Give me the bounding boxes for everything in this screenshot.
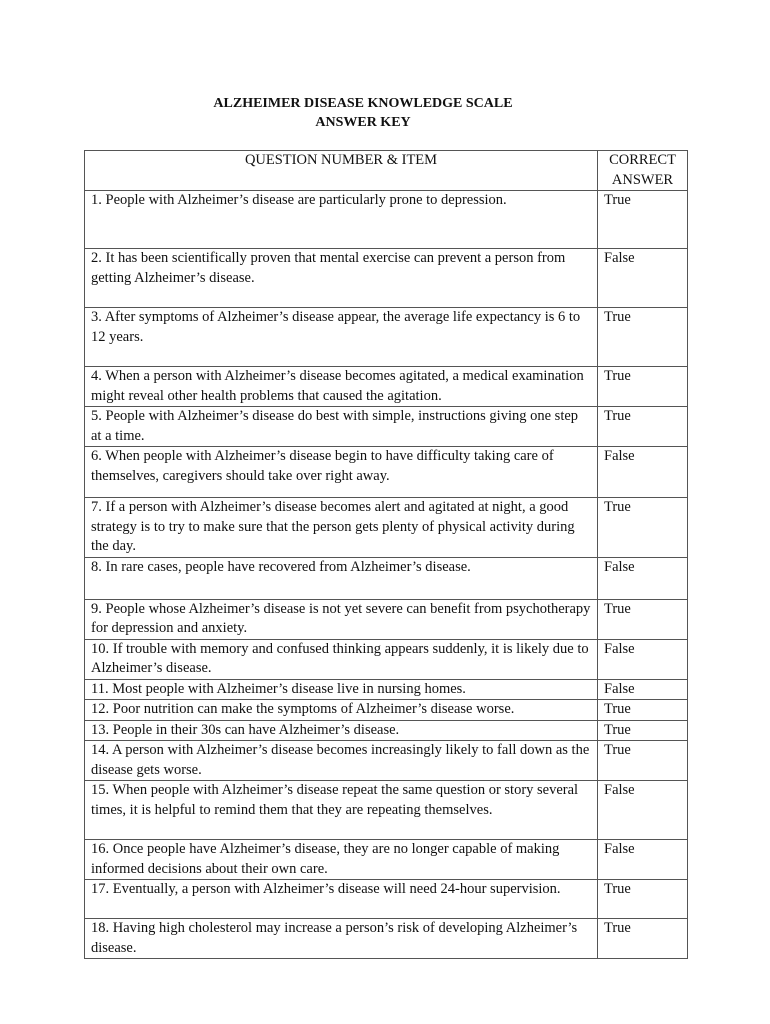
answer-cell: True — [598, 407, 688, 447]
question-text: 1. People with Alzheimer’s disease are particularly prone to depression. — [85, 191, 598, 249]
question-text: 13. People in their 30s can have Alzheimer’s disease. — [85, 720, 598, 741]
answer-cell: True — [598, 308, 688, 367]
table-row — [85, 639, 688, 679]
table-row — [85, 679, 688, 700]
answer-cell: True — [598, 191, 688, 249]
answer-cell: True — [598, 880, 688, 919]
table-row — [85, 720, 688, 741]
table-row — [85, 249, 688, 308]
document-title: ALZHEIMER DISEASE KNOWLEDGE SCALE — [213, 96, 513, 111]
table-row — [85, 781, 688, 840]
answer-cell: True — [598, 720, 688, 741]
answer-cell: False — [598, 639, 688, 679]
question-text: 7. If a person with Alzheimer’s disease becomes alert and agitated at night, a good strategy is to try to make sure that the person gets plenty of physical activity during the day. — [85, 498, 598, 558]
question-text: 6. When people with Alzheimer’s disease begin to have difficulty taking care of themselves, caregivers should take over right away. — [85, 447, 598, 498]
table-header-row — [85, 151, 688, 191]
question-text: 17. Eventually, a person with Alzheimer’s disease will need 24-hour supervision. — [85, 880, 598, 919]
answer-cell: True — [598, 498, 688, 558]
question-text: 9. People whose Alzheimer’s disease is not yet severe can benefit from psychotherapy for depression and anxiety. — [85, 599, 598, 639]
header-question: QUESTION NUMBER & ITEM — [85, 151, 598, 191]
document-subtitle: ANSWER KEY — [315, 115, 411, 130]
question-text: 16. Once people have Alzheimer’s disease, they are no longer capable of making informed decisions about their own care. — [85, 840, 598, 880]
question-text: 10. If trouble with memory and confused thinking appears suddenly, it is likely due to Alzheimer’s disease. — [85, 639, 598, 679]
table-row — [85, 367, 688, 407]
answer-key-table — [84, 150, 688, 959]
header-answer — [598, 151, 688, 191]
table-row — [85, 557, 688, 599]
header-answer-line1: CORRECT — [609, 152, 676, 168]
answer-cell: True — [598, 367, 688, 407]
table-row — [85, 407, 688, 447]
table-row — [85, 880, 688, 919]
table-row — [85, 700, 688, 721]
question-text: 4. When a person with Alzheimer’s disease becomes agitated, a medical examination might reveal other health problems that caused the agitation. — [85, 367, 598, 407]
question-text: 5. People with Alzheimer’s disease do best with simple, instructions giving one step at a time. — [85, 407, 598, 447]
question-text: 14. A person with Alzheimer’s disease becomes increasingly likely to fall down as the disease gets worse. — [85, 741, 598, 781]
table-row — [85, 599, 688, 639]
question-text: 15. When people with Alzheimer’s disease repeat the same question or story several times, it is helpful to remind them that they are repeating themselves. — [85, 781, 598, 840]
table-row — [85, 498, 688, 558]
answer-cell: True — [598, 599, 688, 639]
table-row — [85, 308, 688, 367]
answer-cell: True — [598, 700, 688, 721]
table-row — [85, 840, 688, 880]
table-row — [85, 919, 688, 959]
answer-cell: False — [598, 840, 688, 880]
question-text: 2. It has been scientifically proven that mental exercise can prevent a person from getting Alzheimer’s disease. — [85, 249, 598, 308]
header-answer-line2: ANSWER — [611, 171, 674, 188]
table-row — [85, 447, 688, 498]
question-text: 12. Poor nutrition can make the symptoms of Alzheimer’s disease worse. — [85, 700, 598, 721]
question-text: 8. In rare cases, people have recovered from Alzheimer’s disease. — [85, 557, 598, 599]
answer-cell: False — [598, 781, 688, 840]
question-text: 11. Most people with Alzheimer’s disease live in nursing homes. — [85, 679, 598, 700]
answer-cell: True — [598, 741, 688, 781]
answer-cell: False — [598, 557, 688, 599]
answer-cell: True — [598, 919, 688, 959]
answer-cell: False — [598, 447, 688, 498]
table-row — [85, 741, 688, 781]
answer-cell: False — [598, 679, 688, 700]
question-text: 3. After symptoms of Alzheimer’s disease appear, the average life expectancy is 6 to 12 years. — [85, 308, 598, 367]
question-text: 18. Having high cholesterol may increase a person’s risk of developing Alzheimer’s disease. — [85, 919, 598, 959]
table-row — [85, 191, 688, 249]
answer-cell: False — [598, 249, 688, 308]
